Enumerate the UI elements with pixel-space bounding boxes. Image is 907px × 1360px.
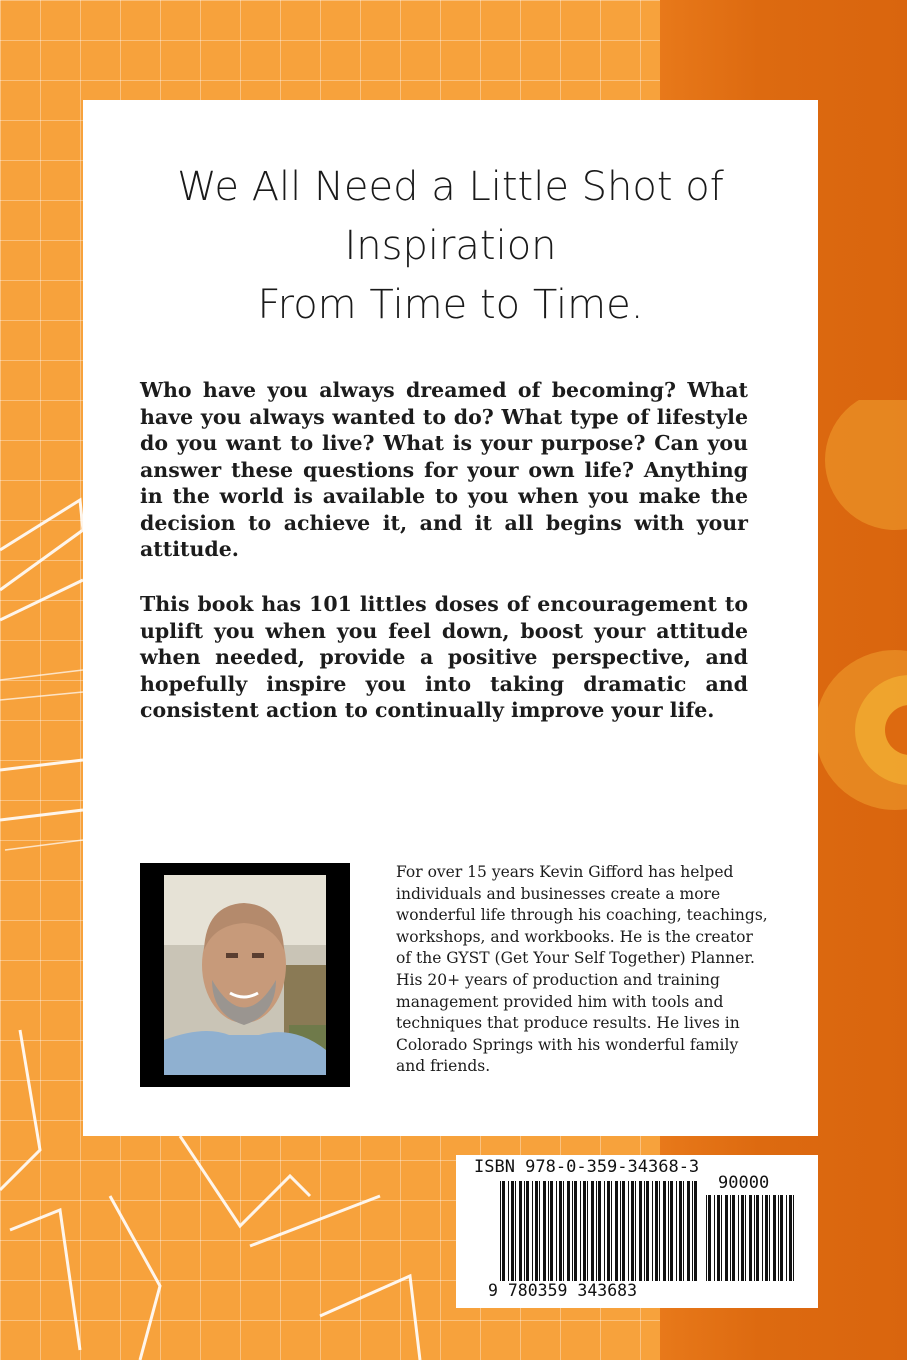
headline xyxy=(83,158,818,335)
author-portrait xyxy=(164,875,326,1075)
headline-line-2: Inspiration xyxy=(344,223,557,269)
ean-digits: 9 780359 343683 xyxy=(488,1281,638,1300)
isbn-label: ISBN 978-0-359-34368-3 xyxy=(474,1157,700,1177)
addon-barcode-bars xyxy=(706,1195,798,1281)
description-paragraph-1: Who have you always dreamed of becoming? What have you always wanted to do? What type of lifestyle do you want to live? What is your purpose? Can you answer these questions for your own life? Anything in the world is available to you when you make the decision to achieve it, and it all begins with your attitude. xyxy=(140,378,748,561)
author-bio: For over 15 years Kevin Gifford has helped individuals and businesses create a more wonderful life through his coaching, teachings, workshops, and workbooks. He is the creator of the GYST (Get Your Self Together) Planner. His 20+ years of production and training management provided him with tools and techniques that produce results. He lives in Colorado Springs with his wonderful family and friends. xyxy=(396,863,768,1076)
text-panel xyxy=(83,100,818,1136)
headline-line-3: From Time to Time. xyxy=(257,282,644,328)
price-code: 90000 xyxy=(718,1173,770,1193)
ean-barcode-bars xyxy=(500,1181,700,1281)
author-photo xyxy=(140,863,350,1087)
description-paragraph-2: This book has 101 littles doses of encouragement to uplift you when you feel down, boost your attitude when needed, provide a positive perspective, and hopefully inspire you into taking dramatic and consistent action to continually improve your life. xyxy=(140,592,748,722)
headline-line-1: We All Need a Little Shot of xyxy=(177,164,724,210)
isbn-barcode xyxy=(456,1155,818,1308)
blueprint-decoration-bottom xyxy=(80,1136,460,1360)
